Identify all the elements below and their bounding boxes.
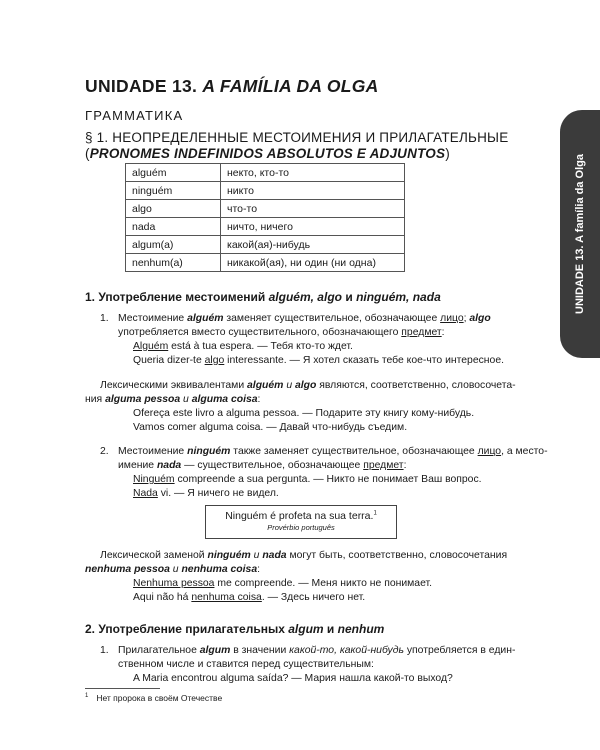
item2-line1 (118, 445, 548, 459)
item1-example1 (133, 340, 353, 354)
footnote (85, 693, 222, 703)
text-run: ; (463, 313, 467, 324)
part1-heading-terms: alguém, algo (268, 290, 342, 304)
underlined-word: Nada (133, 488, 158, 499)
text-run: : (257, 394, 261, 405)
text-run: и (286, 380, 293, 391)
part2-item1-line1 (118, 644, 515, 658)
footnote-number: 1 (85, 693, 89, 700)
text-run: и (253, 550, 260, 561)
underlined-word: предмет (363, 460, 404, 471)
text-run: : (403, 460, 407, 471)
text-run: , а место- (501, 446, 548, 457)
table-cell-ru: никто (221, 182, 405, 200)
table-cell-ru: некто, кто-то (221, 164, 405, 182)
underlined-word: algo (204, 355, 225, 366)
table-cell-pt: algo (126, 200, 221, 218)
text-run: Местоимение (118, 446, 185, 457)
text-run: — существительное, обозначающее (184, 460, 361, 471)
text-run: Queria dizer-te (133, 355, 202, 366)
lexical1-example1: Ofereça este livro a alguma pessoa. — Подарите эту книгу кому-нибудь. (133, 408, 475, 419)
term: alguma coisa (191, 394, 258, 405)
underlined-word: Nenhuma pessoa (133, 578, 215, 589)
section-heading-line2 (85, 146, 508, 162)
text-run: Прилагательное (118, 645, 197, 656)
section-label: ГРАММАТИКА (85, 108, 184, 123)
item2-example1 (133, 473, 482, 487)
lexical2-example2 (133, 591, 365, 605)
proverb-source: Provérbio português (267, 523, 335, 532)
underlined-word: Ninguém (133, 474, 175, 485)
item1-example2 (133, 354, 504, 368)
item2-example2 (133, 487, 279, 501)
term: algo (469, 313, 491, 324)
term: algum (199, 645, 231, 656)
lexical2-line1 (100, 549, 507, 563)
underlined-word: nenhuma coisa (191, 592, 262, 603)
part2-heading-term2: nenhum (337, 622, 385, 636)
text-run: заменяет существительное, обозначающее (226, 313, 438, 324)
unit-name: A FAMÍLIA DA OLGA (202, 76, 379, 96)
item2-line2 (118, 459, 406, 473)
section-heading (85, 130, 508, 162)
table-row (126, 182, 405, 200)
table-cell-ru: никакой(ая), ни один (ни одна) (221, 254, 405, 272)
proverb-text (206, 510, 396, 522)
part1-heading-last: ninguém, nada (356, 290, 441, 304)
part2-heading-prefix: 2. Употребление прилагательных (85, 622, 285, 636)
text-run: могут быть, соответственно, словосочетания (289, 550, 508, 561)
term: nada (156, 460, 182, 471)
part2-item1-line2: ственном числе и ставится перед существительным: (118, 659, 374, 670)
footnote-rule (85, 688, 160, 689)
table-cell-pt: alguém (126, 164, 221, 182)
term: nada (262, 550, 287, 561)
text-run: также заменяет существительное, обозначающее (233, 446, 475, 457)
part2-heading-term1: algum (288, 622, 324, 636)
table-row (126, 236, 405, 254)
text-run: и (172, 564, 179, 575)
text-run: имение (118, 460, 155, 471)
table-row (126, 200, 405, 218)
lexical2-example1 (133, 577, 432, 591)
lexical1-line1 (100, 379, 516, 393)
text-run: употребляется в един- (406, 645, 516, 656)
unit-title (85, 76, 379, 97)
underlined-word: предмет (401, 327, 442, 338)
part2-heading-and: и (326, 622, 335, 636)
text-run: и (183, 394, 189, 405)
section-heading-line1: § 1. НЕОПРЕДЕЛЕННЫЕ МЕСТОИМЕНИЯ И ПРИЛАГАТЕЛЬНЫЕ (85, 130, 509, 145)
table-cell-ru: какой(ая)-нибудь (221, 236, 405, 254)
paren-open: ( (85, 146, 90, 161)
term: alguém (187, 313, 224, 324)
table-cell-pt: algum(a) (126, 236, 221, 254)
text-run: Лексической заменой (100, 550, 205, 561)
part1-heading-prefix: 1. Употребление местоимений (85, 290, 266, 304)
text-run: me compreende. — Меня никто не понимает. (217, 578, 432, 589)
text-run: . — Здесь ничего нет. (261, 592, 366, 603)
part2-heading (85, 622, 384, 636)
pronoun-table (125, 163, 405, 272)
term: ninguém (207, 550, 251, 561)
text-run: vi. — Я ничего не видел. (160, 488, 279, 499)
table-cell-pt: nada (126, 218, 221, 236)
footnote-mark: 1 (373, 510, 377, 517)
underlined-word: лицо (440, 313, 464, 324)
term: nenhuma coisa (181, 564, 258, 575)
text-run: Aqui não há (133, 592, 189, 603)
table-cell-pt: nenhum(a) (126, 254, 221, 272)
text-run: Местоимение (118, 313, 185, 324)
text-run: ния (85, 394, 103, 405)
term: alguma pessoa (105, 394, 181, 405)
section-heading-terms: PRONOMES INDEFINIDOS ABSOLUTOS E ADJUNTOS (89, 146, 446, 161)
table-cell-ru: что-то (221, 200, 405, 218)
term: nenhuma pessoa (85, 564, 170, 575)
term: ninguém (187, 446, 231, 457)
text-run: : (441, 327, 445, 338)
table-row (126, 218, 405, 236)
table-cell-ru: ничто, ничего (221, 218, 405, 236)
proverb-box (205, 505, 397, 539)
text-run: interessante. — Я хотел сказать тебе кое-что интересное. (227, 355, 504, 366)
underlined-word: Alguém (133, 341, 169, 352)
text-run: в значении (233, 645, 287, 656)
text-run: : (257, 564, 260, 575)
lexical1-example2: Vamos comer alguma coisa. — Давай что-нибудь съедим. (133, 422, 408, 433)
part1-heading-and: и (345, 290, 353, 304)
paren-close: ) (445, 146, 450, 161)
text-run: está à tua espera. — Тебя кто-то ждет. (171, 341, 353, 352)
underlined-word: лицо (477, 446, 502, 457)
term: alguém (247, 380, 284, 391)
footnote-text: Нет пророка в своём Отечестве (96, 693, 223, 703)
table-cell-pt: ninguém (126, 182, 221, 200)
term: algo (294, 380, 317, 391)
text-run: употребляется вместо существительного, обозначающего (118, 327, 399, 338)
part1-heading (85, 290, 441, 304)
item2-number: 2. (100, 446, 109, 457)
text-run: Лексическими эквивалентами (100, 380, 245, 391)
table-row (126, 164, 405, 182)
side-tab (560, 110, 600, 358)
item1-line2 (118, 326, 445, 340)
text-run: compreende a sua pergunta. — Никто не понимает Ваш вопрос. (177, 474, 482, 485)
item1-number: 1. (100, 313, 109, 324)
part2-item1-number: 1. (100, 645, 109, 656)
italic-phrase: какой-то, какой-нибудь (289, 645, 404, 656)
text-run: являются, соответственно, словосочета- (319, 380, 516, 391)
lexical1-line2 (85, 393, 260, 407)
item1-line1 (118, 312, 491, 326)
side-tab-label: UNIDADE 13. A família da Olga (574, 154, 586, 314)
part2-item1-example1: A Maria encontrou alguma saída? — Мария нашла какой-то выход? (133, 673, 453, 684)
proverb-quote: Ninguém é profeta na sua terra. (225, 510, 374, 522)
table-row (126, 254, 405, 272)
unit-prefix: UNIDADE 13. (85, 76, 198, 96)
lexical2-line2 (85, 563, 260, 577)
